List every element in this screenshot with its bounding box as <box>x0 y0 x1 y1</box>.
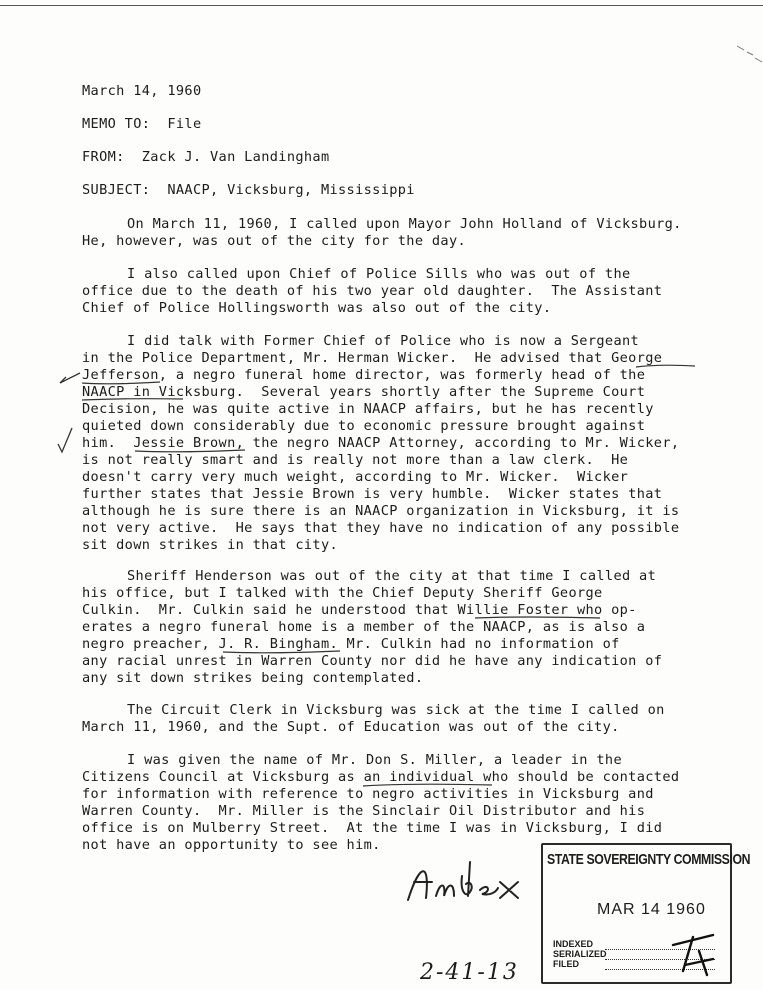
body-line: any sit down strikes being contemplated. <box>82 670 424 686</box>
body-line: is not really smart and is really not more than a law clerk. He <box>82 452 629 468</box>
stamp-initials-scribble <box>663 925 723 977</box>
body-line: for information with reference to negro activities in Vicksburg and <box>82 786 654 802</box>
body-line: in the Police Department, Mr. Herman Wicker. He advised that George <box>82 350 663 366</box>
body-line: I was given the name of Mr. Don S. Miller, a leader in the <box>127 752 622 768</box>
sovereignty-commission-stamp <box>541 843 751 984</box>
body-line: I also called upon Chief of Police Sills who was out of the <box>127 266 631 282</box>
body-line: negro preacher, J. R. Bingham. Mr. Culkin had no information of <box>82 636 620 652</box>
body-line: not very active. He says that they have no indication of any possible <box>82 520 680 536</box>
body-line: He, however, was out of the city for the day. <box>82 233 467 249</box>
body-line: Jefferson, a negro funeral home director, was formerly head of the <box>82 367 646 383</box>
body-line: Citizens Council at Vicksburg as an individual who should be contacted <box>82 769 680 785</box>
body-line: office due to the death of his two year old daughter. The Assistant <box>82 283 663 299</box>
stamp-title: STATE SOVEREIGNTY COMMISSION <box>547 851 751 868</box>
handwritten-index-mark <box>400 852 530 912</box>
body-line: further states that Jessie Brown is very humble. Wicker states that <box>82 486 663 502</box>
body-line: although he is sure there is an NAACP organization in Vicksburg, it is <box>82 503 680 519</box>
body-line: NAACP in Vicksburg. Several years shortly after the Supreme Court <box>82 384 646 400</box>
body-line: doesn't carry very much weight, according to Mr. Wicker. Wicker <box>82 469 629 485</box>
body-line: Chief of Police Hollingsworth was also out of the city. <box>82 300 552 316</box>
stamp-filed-label: FILED <box>553 959 579 969</box>
body-line: office is on Mulberry Street. At the time I was in Vicksburg, I did <box>82 820 663 836</box>
handwritten-file-number: 2-41-13 <box>420 960 519 985</box>
body-line: I did talk with Former Chief of Police who is now a Sergeant <box>127 333 640 349</box>
memo-to: MEMO TO: File <box>82 116 202 132</box>
body-line: Culkin. Mr. Culkin said he understood that Willie Foster who op- <box>82 602 637 618</box>
body-line: him. Jessie Brown, the negro NAACP Attorney, according to Mr. Wicker, <box>82 435 680 451</box>
memo-date: March 14, 1960 <box>82 83 202 99</box>
body-line: March 11, 1960, and the Supt. of Education was out of the city. <box>82 719 620 735</box>
stamp-date: MAR 14 1960 <box>597 901 706 918</box>
body-line: Sheriff Henderson was out of the city at that time I called at <box>127 568 657 584</box>
body-line: On March 11, 1960, I called upon Mayor John Holland of Vicksburg. <box>127 216 682 232</box>
corner-scribble-mark <box>735 42 763 64</box>
body-line: quieted down considerably due to economic pressure brought against <box>82 418 646 434</box>
stamp-indexed-label: INDEXED <box>553 939 594 949</box>
body-line: any racial unrest in Warren County nor did he have any indication of <box>82 653 663 669</box>
body-line: not have an opportunity to see him. <box>82 837 381 853</box>
body-line: Decision, he was quite active in NAACP affairs, but he has recently <box>82 401 654 417</box>
body-line: Warren County. Mr. Miller is the Sinclair Oil Distributor and his <box>82 803 646 819</box>
body-line: erates a negro funeral home is a member of the NAACP, as is also a <box>82 619 646 635</box>
body-line: his office, but I talked with the Chief Deputy Sheriff George <box>82 585 603 601</box>
memo-from: FROM: Zack J. Van Landingham <box>82 149 330 165</box>
body-line: The Circuit Clerk in Vicksburg was sick at the time I called on <box>127 702 665 718</box>
memo-subject: SUBJECT: NAACP, Vicksburg, Mississippi <box>82 182 415 198</box>
page-top-edge <box>0 5 763 6</box>
body-line: sit down strikes in that city. <box>82 537 339 553</box>
stamp-serialized-label: SERIALIZED <box>553 949 607 959</box>
